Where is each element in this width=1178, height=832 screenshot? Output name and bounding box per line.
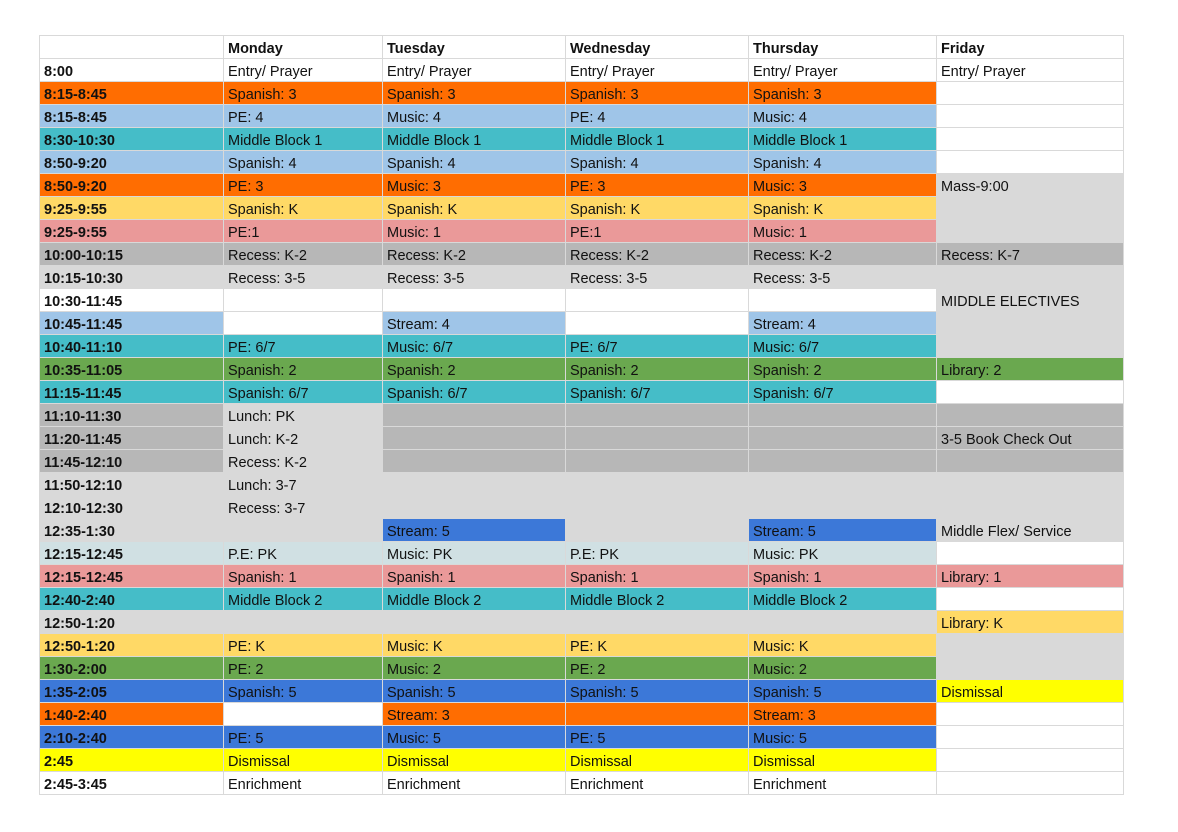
friday-cell[interactable] (937, 105, 1124, 128)
table-row (40, 289, 1124, 312)
friday-cell[interactable]: Recess: K-7 (937, 243, 1124, 266)
wednesday-cell[interactable]: PE: K (566, 634, 749, 657)
tuesday-cell[interactable]: Entry/ Prayer (383, 59, 566, 82)
time-cell[interactable]: 11:10-11:30 (40, 404, 224, 427)
friday-cell[interactable] (937, 634, 1124, 657)
thursday-cell[interactable] (749, 450, 937, 473)
wednesday-cell[interactable]: Spanish: 5 (566, 680, 749, 703)
time-cell[interactable]: 9:25-9:55 (40, 220, 224, 243)
wednesday-cell[interactable] (566, 703, 749, 726)
header-corner-cell[interactable] (40, 36, 224, 59)
thursday-cell[interactable] (749, 427, 937, 450)
thursday-cell[interactable]: Stream: 3 (749, 703, 937, 726)
tuesday-cell[interactable]: Music: 2 (383, 657, 566, 680)
friday-cell[interactable] (937, 450, 1124, 473)
wednesday-cell[interactable] (566, 404, 749, 427)
tuesday-cell[interactable]: Recess: K-2 (383, 243, 566, 266)
tuesday-cell[interactable]: Spanish: 5 (383, 680, 566, 703)
wednesday-cell[interactable]: PE:1 (566, 220, 749, 243)
table-row (40, 266, 1124, 289)
time-cell[interactable]: 12:40-2:40 (40, 588, 224, 611)
friday-cell[interactable]: Middle Flex/ Service (937, 519, 1124, 542)
monday-cell[interactable]: Recess: 3-5 (224, 266, 383, 289)
wednesday-cell[interactable]: PE: 3 (566, 174, 749, 197)
tuesday-cell[interactable]: Spanish: 6/7 (383, 381, 566, 404)
friday-cell[interactable] (937, 151, 1124, 174)
thursday-cell[interactable]: Spanish: 4 (749, 151, 937, 174)
table-row (40, 772, 1124, 795)
table-row (40, 151, 1124, 174)
monday-cell[interactable] (224, 519, 383, 542)
thursday-cell[interactable]: Enrichment (749, 772, 937, 795)
thursday-cell[interactable]: Music: 5 (749, 726, 937, 749)
wednesday-cell[interactable]: Spanish: 1 (566, 565, 749, 588)
time-cell[interactable]: 10:00-10:15 (40, 243, 224, 266)
table-row (40, 519, 1124, 542)
tuesday-cell[interactable] (383, 289, 566, 312)
wednesday-cell[interactable] (566, 496, 749, 519)
wednesday-cell[interactable]: PE: 4 (566, 105, 749, 128)
table-row (40, 335, 1124, 358)
thursday-cell[interactable]: Music: 1 (749, 220, 937, 243)
tuesday-cell[interactable]: Music: 1 (383, 220, 566, 243)
monday-cell[interactable]: Recess: 3-7 (224, 496, 383, 519)
thursday-cell[interactable]: Spanish: 3 (749, 82, 937, 105)
header-thursday[interactable]: Thursday (749, 36, 937, 59)
friday-cell[interactable] (937, 128, 1124, 151)
monday-cell[interactable] (224, 289, 383, 312)
wednesday-cell[interactable]: Spanish: K (566, 197, 749, 220)
time-cell[interactable]: 12:10-12:30 (40, 496, 224, 519)
thursday-cell[interactable]: Spanish: 1 (749, 565, 937, 588)
thursday-cell[interactable]: Music: 6/7 (749, 335, 937, 358)
monday-cell[interactable]: Spanish: 3 (224, 82, 383, 105)
monday-cell[interactable]: Spanish: 1 (224, 565, 383, 588)
table-row (40, 680, 1124, 703)
friday-cell[interactable]: Mass-9:00 (937, 174, 1124, 197)
thursday-cell[interactable]: Entry/ Prayer (749, 59, 937, 82)
time-cell[interactable]: 1:40-2:40 (40, 703, 224, 726)
tuesday-cell[interactable]: Music: 3 (383, 174, 566, 197)
wednesday-cell[interactable]: Middle Block 1 (566, 128, 749, 151)
table-row (40, 703, 1124, 726)
wednesday-cell[interactable]: Spanish: 6/7 (566, 381, 749, 404)
tuesday-cell[interactable]: Music: 4 (383, 105, 566, 128)
time-cell[interactable]: 8:00 (40, 59, 224, 82)
header-friday[interactable]: Friday (937, 36, 1124, 59)
monday-cell[interactable]: Spanish: 4 (224, 151, 383, 174)
friday-cell[interactable]: Entry/ Prayer (937, 59, 1124, 82)
thursday-cell[interactable]: Middle Block 2 (749, 588, 937, 611)
tuesday-cell[interactable]: Dismissal (383, 749, 566, 772)
friday-cell[interactable] (937, 404, 1124, 427)
thursday-cell[interactable] (749, 289, 937, 312)
tuesday-cell[interactable]: Spanish: K (383, 197, 566, 220)
friday-cell[interactable] (937, 312, 1124, 335)
time-cell[interactable]: 12:35-1:30 (40, 519, 224, 542)
table-row (40, 726, 1124, 749)
tuesday-cell[interactable] (383, 496, 566, 519)
tuesday-cell[interactable]: Spanish: 1 (383, 565, 566, 588)
monday-cell[interactable]: PE: 4 (224, 105, 383, 128)
tuesday-cell[interactable]: Spanish: 3 (383, 82, 566, 105)
monday-cell[interactable]: PE: 6/7 (224, 335, 383, 358)
wednesday-cell[interactable] (566, 312, 749, 335)
tuesday-cell[interactable] (383, 404, 566, 427)
time-cell[interactable]: 1:35-2:05 (40, 680, 224, 703)
schedule-table (39, 35, 1124, 795)
wednesday-cell[interactable]: PE: 5 (566, 726, 749, 749)
wednesday-cell[interactable]: Recess: K-2 (566, 243, 749, 266)
monday-cell[interactable]: PE: 2 (224, 657, 383, 680)
monday-cell[interactable]: Recess: K-2 (224, 243, 383, 266)
thursday-cell[interactable]: Dismissal (749, 749, 937, 772)
friday-cell[interactable] (937, 335, 1124, 358)
table-row (40, 427, 1124, 450)
time-cell[interactable]: 12:50-1:20 (40, 634, 224, 657)
monday-cell[interactable]: Spanish: 2 (224, 358, 383, 381)
monday-cell[interactable]: Entry/ Prayer (224, 59, 383, 82)
thursday-cell[interactable]: Stream: 4 (749, 312, 937, 335)
monday-cell[interactable]: PE: K (224, 634, 383, 657)
time-cell[interactable]: 10:45-11:45 (40, 312, 224, 335)
time-cell[interactable]: 2:45-3:45 (40, 772, 224, 795)
tuesday-cell[interactable]: Middle Block 1 (383, 128, 566, 151)
tuesday-cell[interactable]: Music: 5 (383, 726, 566, 749)
monday-cell[interactable]: Lunch: K-2 (224, 427, 383, 450)
table-row (40, 634, 1124, 657)
thursday-cell[interactable]: Spanish: 6/7 (749, 381, 937, 404)
monday-cell[interactable]: Spanish: 5 (224, 680, 383, 703)
thursday-cell[interactable]: Music: K (749, 634, 937, 657)
wednesday-cell[interactable]: Spanish: 4 (566, 151, 749, 174)
table-row (40, 473, 1124, 496)
time-cell[interactable]: 10:35-11:05 (40, 358, 224, 381)
thursday-cell[interactable]: Spanish: 5 (749, 680, 937, 703)
friday-cell[interactable] (937, 220, 1124, 243)
friday-cell[interactable]: 3-5 Book Check Out (937, 427, 1124, 450)
tuesday-cell[interactable]: Recess: 3-5 (383, 266, 566, 289)
monday-cell[interactable]: Recess: K-2 (224, 450, 383, 473)
table-row (40, 82, 1124, 105)
time-cell[interactable]: 11:15-11:45 (40, 381, 224, 404)
tuesday-cell[interactable]: Stream: 4 (383, 312, 566, 335)
table-row (40, 496, 1124, 519)
wednesday-cell[interactable] (566, 473, 749, 496)
time-cell[interactable]: 8:15-8:45 (40, 82, 224, 105)
tuesday-cell[interactable] (383, 611, 566, 634)
wednesday-cell[interactable]: Recess: 3-5 (566, 266, 749, 289)
tuesday-cell[interactable] (383, 473, 566, 496)
wednesday-cell[interactable] (566, 519, 749, 542)
friday-cell[interactable] (937, 266, 1124, 289)
friday-cell[interactable] (937, 473, 1124, 496)
table-row (40, 105, 1124, 128)
thursday-cell[interactable]: Middle Block 1 (749, 128, 937, 151)
table-row (40, 243, 1124, 266)
tuesday-cell[interactable]: Spanish: 4 (383, 151, 566, 174)
time-cell[interactable]: 11:45-12:10 (40, 450, 224, 473)
table-row (40, 358, 1124, 381)
friday-cell[interactable] (937, 381, 1124, 404)
thursday-cell[interactable] (749, 611, 937, 634)
friday-cell[interactable] (937, 197, 1124, 220)
tuesday-cell[interactable]: Stream: 3 (383, 703, 566, 726)
time-cell[interactable]: 8:30-10:30 (40, 128, 224, 151)
tuesday-cell[interactable] (383, 427, 566, 450)
table-row (40, 450, 1124, 473)
wednesday-cell[interactable]: Middle Block 2 (566, 588, 749, 611)
wednesday-cell[interactable] (566, 611, 749, 634)
wednesday-cell[interactable] (566, 427, 749, 450)
schedule-body (40, 36, 1124, 795)
friday-cell[interactable] (937, 588, 1124, 611)
thursday-cell[interactable]: Music: 4 (749, 105, 937, 128)
monday-cell[interactable]: Dismissal (224, 749, 383, 772)
wednesday-cell[interactable]: Spanish: 3 (566, 82, 749, 105)
table-row (40, 404, 1124, 427)
header-tuesday[interactable]: Tuesday (383, 36, 566, 59)
table-row (40, 197, 1124, 220)
thursday-cell[interactable] (749, 473, 937, 496)
friday-cell[interactable] (937, 749, 1124, 772)
time-cell[interactable]: 11:50-12:10 (40, 473, 224, 496)
wednesday-cell[interactable]: Spanish: 2 (566, 358, 749, 381)
tuesday-cell[interactable]: Stream: 5 (383, 519, 566, 542)
time-cell[interactable]: 2:10-2:40 (40, 726, 224, 749)
thursday-cell[interactable]: Recess: 3-5 (749, 266, 937, 289)
monday-cell[interactable]: Lunch: 3-7 (224, 473, 383, 496)
wednesday-cell[interactable]: PE: 6/7 (566, 335, 749, 358)
table-row (40, 565, 1124, 588)
monday-cell[interactable]: Enrichment (224, 772, 383, 795)
table-row (40, 611, 1124, 634)
tuesday-cell[interactable]: Music: PK (383, 542, 566, 565)
monday-cell[interactable]: P.E: PK (224, 542, 383, 565)
table-row (40, 749, 1124, 772)
thursday-cell[interactable]: Spanish: 2 (749, 358, 937, 381)
time-cell[interactable]: 12:50-1:20 (40, 611, 224, 634)
time-cell[interactable]: 1:30-2:00 (40, 657, 224, 680)
header-row (40, 36, 1124, 59)
monday-cell[interactable]: Middle Block 1 (224, 128, 383, 151)
thursday-cell[interactable]: Music: 2 (749, 657, 937, 680)
table-row (40, 174, 1124, 197)
wednesday-cell[interactable]: PE: 2 (566, 657, 749, 680)
table-row (40, 128, 1124, 151)
thursday-cell[interactable]: Music: 3 (749, 174, 937, 197)
wednesday-cell[interactable]: Dismissal (566, 749, 749, 772)
tuesday-cell[interactable]: Middle Block 2 (383, 588, 566, 611)
tuesday-cell[interactable]: Spanish: 2 (383, 358, 566, 381)
thursday-cell[interactable]: Music: PK (749, 542, 937, 565)
monday-cell[interactable] (224, 312, 383, 335)
monday-cell[interactable]: PE: 5 (224, 726, 383, 749)
time-cell[interactable]: 10:40-11:10 (40, 335, 224, 358)
time-cell[interactable]: 12:15-12:45 (40, 542, 224, 565)
friday-cell[interactable] (937, 703, 1124, 726)
thursday-cell[interactable] (749, 404, 937, 427)
friday-cell[interactable] (937, 82, 1124, 105)
time-cell[interactable]: 9:25-9:55 (40, 197, 224, 220)
wednesday-cell[interactable] (566, 450, 749, 473)
tuesday-cell[interactable]: Music: 6/7 (383, 335, 566, 358)
friday-cell[interactable] (937, 542, 1124, 565)
table-row (40, 59, 1124, 82)
time-cell[interactable]: 8:50-9:20 (40, 174, 224, 197)
friday-cell[interactable] (937, 496, 1124, 519)
monday-cell[interactable]: Lunch: PK (224, 404, 383, 427)
friday-cell[interactable] (937, 726, 1124, 749)
monday-cell[interactable]: PE:1 (224, 220, 383, 243)
friday-cell[interactable]: Library: 1 (937, 565, 1124, 588)
table-row (40, 220, 1124, 243)
header-monday[interactable]: Monday (224, 36, 383, 59)
tuesday-cell[interactable]: Enrichment (383, 772, 566, 795)
friday-cell[interactable]: Dismissal (937, 680, 1124, 703)
wednesday-cell[interactable]: Entry/ Prayer (566, 59, 749, 82)
friday-cell[interactable]: MIDDLE ELECTIVES (937, 289, 1124, 312)
thursday-cell[interactable]: Stream: 5 (749, 519, 937, 542)
table-row (40, 657, 1124, 680)
wednesday-cell[interactable]: P.E: PK (566, 542, 749, 565)
time-cell[interactable]: 10:30-11:45 (40, 289, 224, 312)
time-cell[interactable]: 8:15-8:45 (40, 105, 224, 128)
table-row (40, 588, 1124, 611)
wednesday-cell[interactable] (566, 289, 749, 312)
thursday-cell[interactable] (749, 496, 937, 519)
header-wednesday[interactable]: Wednesday (566, 36, 749, 59)
friday-cell[interactable]: Library: 2 (937, 358, 1124, 381)
friday-cell[interactable] (937, 657, 1124, 680)
monday-cell[interactable]: Middle Block 2 (224, 588, 383, 611)
monday-cell[interactable]: Spanish: 6/7 (224, 381, 383, 404)
table-row (40, 312, 1124, 335)
monday-cell[interactable]: PE: 3 (224, 174, 383, 197)
time-cell[interactable]: 12:15-12:45 (40, 565, 224, 588)
table-row (40, 542, 1124, 565)
monday-cell[interactable] (224, 703, 383, 726)
friday-cell[interactable] (937, 772, 1124, 795)
monday-cell[interactable]: Spanish: K (224, 197, 383, 220)
table-row (40, 381, 1124, 404)
time-cell[interactable]: 2:45 (40, 749, 224, 772)
tuesday-cell[interactable]: Music: K (383, 634, 566, 657)
thursday-cell[interactable]: Spanish: K (749, 197, 937, 220)
time-cell[interactable]: 11:20-11:45 (40, 427, 224, 450)
wednesday-cell[interactable]: Enrichment (566, 772, 749, 795)
tuesday-cell[interactable] (383, 450, 566, 473)
time-cell[interactable]: 8:50-9:20 (40, 151, 224, 174)
time-cell[interactable]: 10:15-10:30 (40, 266, 224, 289)
thursday-cell[interactable]: Recess: K-2 (749, 243, 937, 266)
monday-cell[interactable] (224, 611, 383, 634)
friday-cell[interactable]: Library: K (937, 611, 1124, 634)
